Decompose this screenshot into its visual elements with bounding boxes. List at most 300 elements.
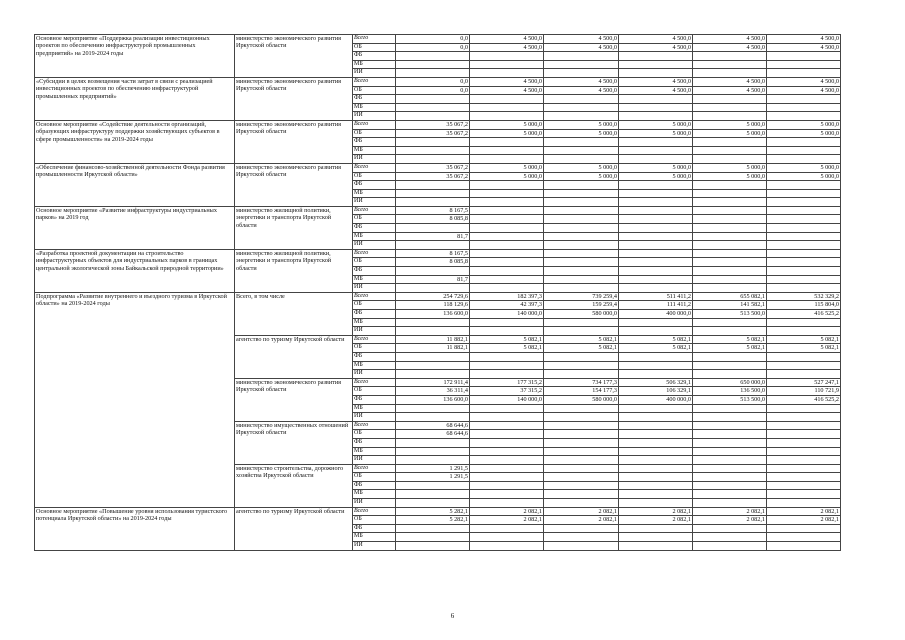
funding-source-cell: ИИ <box>353 241 396 250</box>
amount-cell <box>470 224 544 233</box>
executor-cell: агентство по туризму Иркутской области <box>235 335 353 378</box>
amount-cell: 5 000,0 <box>470 120 544 129</box>
amount-cell: 2 082,1 <box>470 507 544 516</box>
amount-cell <box>767 267 841 276</box>
funding-source-cell: ОБ <box>353 258 396 267</box>
amount-cell: 4 500,0 <box>544 35 619 44</box>
amount-cell: 81,7 <box>396 232 470 241</box>
amount-cell: 416 525,2 <box>767 310 841 319</box>
amount-cell: 118 129,6 <box>396 301 470 310</box>
amount-cell <box>544 438 619 447</box>
amount-cell <box>544 258 619 267</box>
amount-cell <box>767 481 841 490</box>
funding-source-cell: Всего <box>353 335 396 344</box>
amount-cell <box>767 473 841 482</box>
amount-cell: 36 311,4 <box>396 387 470 396</box>
amount-cell <box>544 95 619 104</box>
amount-cell <box>544 112 619 121</box>
amount-cell <box>619 542 693 551</box>
amount-cell: 0,0 <box>396 35 470 44</box>
measure-name-cell: Основное мероприятие «Содействие деятельности организаций, образующих инфраструктуру поддержки хозяйствующих субъектов в сфере промышленности» на 2019-2024 годы <box>35 120 235 163</box>
amount-cell: 177 315,2 <box>470 378 544 387</box>
funding-source-cell: ИИ <box>353 69 396 78</box>
amount-cell: 110 721,9 <box>767 387 841 396</box>
amount-cell <box>396 447 470 456</box>
amount-cell: 5 000,0 <box>767 163 841 172</box>
amount-cell <box>767 430 841 439</box>
funding-source-cell: МБ <box>353 361 396 370</box>
amount-cell <box>693 318 767 327</box>
amount-cell: 5 000,0 <box>693 163 767 172</box>
amount-cell <box>470 413 544 422</box>
funding-source-cell: ОБ <box>353 86 396 95</box>
amount-cell <box>767 327 841 336</box>
funding-source-cell: ОБ <box>353 215 396 224</box>
funding-source-cell: Всего <box>353 421 396 430</box>
amount-cell <box>767 112 841 121</box>
amount-cell <box>396 95 470 104</box>
amount-cell <box>470 404 544 413</box>
amount-cell: 527 247,1 <box>767 378 841 387</box>
amount-cell <box>396 542 470 551</box>
amount-cell <box>470 352 544 361</box>
amount-cell <box>767 447 841 456</box>
funding-source-cell: Всего <box>353 378 396 387</box>
amount-cell: 532 329,2 <box>767 292 841 301</box>
amount-cell: 5 000,0 <box>619 172 693 181</box>
funding-source-cell: ФБ <box>353 395 396 404</box>
amount-cell: 2 082,1 <box>619 507 693 516</box>
amount-cell <box>619 198 693 207</box>
amount-cell <box>470 524 544 533</box>
amount-cell <box>470 438 544 447</box>
amount-cell <box>693 524 767 533</box>
measure-name-cell: Основное мероприятие «Повышение уровня использования туристского потенциала Иркутской области» на 2019-2024 годы <box>35 507 235 550</box>
amount-cell <box>693 361 767 370</box>
measure-name-cell: «Разработка проектной документации на строительство инфраструктурных объектов для индустриальных парков в границах центральной экологической зоны Байкальской природной территории» <box>35 249 235 292</box>
amount-cell <box>693 95 767 104</box>
amount-cell <box>693 284 767 293</box>
amount-cell <box>470 327 544 336</box>
amount-cell <box>470 318 544 327</box>
amount-cell: 140 000,0 <box>470 395 544 404</box>
amount-cell: 5 000,0 <box>470 163 544 172</box>
table-row <box>35 120 841 129</box>
amount-cell <box>470 533 544 542</box>
amount-cell <box>544 284 619 293</box>
amount-cell <box>396 60 470 69</box>
funding-table <box>34 34 841 551</box>
funding-source-cell: ИИ <box>353 499 396 508</box>
funding-source-cell: Всего <box>353 249 396 258</box>
amount-cell <box>693 421 767 430</box>
amount-cell <box>470 181 544 190</box>
amount-cell <box>544 533 619 542</box>
amount-cell: 4 500,0 <box>693 86 767 95</box>
funding-source-cell: МБ <box>353 232 396 241</box>
amount-cell: 68 644,6 <box>396 430 470 439</box>
amount-cell: 5 000,0 <box>544 129 619 138</box>
funding-source-cell: ИИ <box>353 542 396 551</box>
amount-cell <box>619 224 693 233</box>
amount-cell <box>396 138 470 147</box>
amount-cell <box>544 430 619 439</box>
amount-cell <box>619 189 693 198</box>
amount-cell <box>396 189 470 198</box>
funding-source-cell: МБ <box>353 404 396 413</box>
amount-cell: 4 500,0 <box>619 77 693 86</box>
funding-source-cell: МБ <box>353 275 396 284</box>
amount-cell <box>544 52 619 61</box>
amount-cell <box>544 352 619 361</box>
amount-cell <box>544 327 619 336</box>
amount-cell <box>619 430 693 439</box>
amount-cell <box>619 413 693 422</box>
amount-cell <box>619 404 693 413</box>
measure-name-cell: «Обеспечение финансово-хозяйственной деятельности Фонда развития промышленности Иркутской области» <box>35 163 235 206</box>
amount-cell <box>544 155 619 164</box>
amount-cell <box>693 352 767 361</box>
amount-cell <box>470 103 544 112</box>
amount-cell <box>693 241 767 250</box>
amount-cell: 254 729,6 <box>396 292 470 301</box>
amount-cell: 5 000,0 <box>693 129 767 138</box>
amount-cell: 2 082,1 <box>693 516 767 525</box>
amount-cell: 5 000,0 <box>767 120 841 129</box>
amount-cell: 4 500,0 <box>693 77 767 86</box>
funding-source-cell: МБ <box>353 533 396 542</box>
amount-cell: 141 582,1 <box>693 301 767 310</box>
funding-source-cell: ФБ <box>353 95 396 104</box>
amount-cell <box>693 189 767 198</box>
amount-cell <box>693 138 767 147</box>
executor-cell: министерство экономического развития Иркутской области <box>235 163 353 206</box>
amount-cell <box>470 430 544 439</box>
amount-cell <box>544 249 619 258</box>
amount-cell <box>396 499 470 508</box>
amount-cell <box>544 241 619 250</box>
amount-cell <box>470 490 544 499</box>
funding-source-cell: ОБ <box>353 430 396 439</box>
amount-cell: 81,7 <box>396 275 470 284</box>
funding-source-cell: ОБ <box>353 344 396 353</box>
measure-name-cell: Основное мероприятие «Развитие инфраструктуры индустриальных парков» на 2019 год <box>35 206 235 249</box>
measure-name-cell: «Субсидии в целях возмещения части затрат в связи с реализацией инвестиционных проектов по обеспечению инфраструктурой промышленных предприятий» <box>35 77 235 120</box>
executor-cell: Всего, в том числе <box>235 292 353 335</box>
amount-cell <box>470 481 544 490</box>
amount-cell <box>693 112 767 121</box>
amount-cell <box>693 249 767 258</box>
table-row <box>35 206 841 215</box>
amount-cell: 4 500,0 <box>544 43 619 52</box>
executor-cell: министерство жилищной политики, энергетики и транспорта Иркутской области <box>235 206 353 249</box>
funding-source-cell: Всего <box>353 292 396 301</box>
executor-cell: министерство экономического развития Иркутской области <box>235 120 353 163</box>
amount-cell <box>767 499 841 508</box>
amount-cell <box>767 95 841 104</box>
funding-source-cell: ОБ <box>353 301 396 310</box>
amount-cell <box>470 542 544 551</box>
amount-cell <box>767 241 841 250</box>
amount-cell <box>619 438 693 447</box>
funding-source-cell: ОБ <box>353 387 396 396</box>
amount-cell <box>767 318 841 327</box>
amount-cell <box>693 267 767 276</box>
amount-cell <box>470 473 544 482</box>
executor-cell: министерство имущественных отношений Иркутской области <box>235 421 353 464</box>
amount-cell <box>396 112 470 121</box>
amount-cell <box>396 284 470 293</box>
amount-cell <box>544 447 619 456</box>
amount-cell: 5 082,1 <box>767 344 841 353</box>
amount-cell <box>693 438 767 447</box>
table-row <box>35 249 841 258</box>
amount-cell <box>544 206 619 215</box>
amount-cell <box>470 206 544 215</box>
amount-cell <box>544 361 619 370</box>
amount-cell <box>693 198 767 207</box>
table-row <box>35 507 841 516</box>
amount-cell <box>396 438 470 447</box>
amount-cell <box>767 413 841 422</box>
amount-cell <box>396 267 470 276</box>
amount-cell <box>396 181 470 190</box>
funding-source-cell: МБ <box>353 490 396 499</box>
funding-source-cell: Всего <box>353 120 396 129</box>
amount-cell <box>619 447 693 456</box>
amount-cell: 159 259,4 <box>544 301 619 310</box>
amount-cell <box>619 361 693 370</box>
amount-cell <box>619 352 693 361</box>
amount-cell <box>693 327 767 336</box>
amount-cell: 1 291,5 <box>396 473 470 482</box>
amount-cell <box>767 275 841 284</box>
amount-cell <box>767 438 841 447</box>
amount-cell: 513 500,0 <box>693 310 767 319</box>
amount-cell <box>470 421 544 430</box>
amount-cell <box>693 52 767 61</box>
amount-cell: 4 500,0 <box>544 86 619 95</box>
amount-cell <box>693 447 767 456</box>
amount-cell <box>470 370 544 379</box>
amount-cell: 35 067,2 <box>396 172 470 181</box>
funding-source-cell: ФБ <box>353 481 396 490</box>
amount-cell <box>544 421 619 430</box>
amount-cell <box>619 421 693 430</box>
amount-cell <box>767 524 841 533</box>
amount-cell: 0,0 <box>396 43 470 52</box>
amount-cell <box>767 69 841 78</box>
table-row <box>35 35 841 44</box>
amount-cell <box>544 318 619 327</box>
amount-cell <box>693 215 767 224</box>
amount-cell: 136 500,0 <box>693 387 767 396</box>
amount-cell: 5 000,0 <box>470 172 544 181</box>
amount-cell: 4 500,0 <box>767 86 841 95</box>
amount-cell <box>693 69 767 78</box>
amount-cell <box>396 155 470 164</box>
amount-cell <box>693 275 767 284</box>
amount-cell <box>396 103 470 112</box>
amount-cell <box>767 533 841 542</box>
amount-cell <box>619 206 693 215</box>
amount-cell <box>693 146 767 155</box>
amount-cell <box>767 215 841 224</box>
amount-cell <box>619 60 693 69</box>
amount-cell <box>767 258 841 267</box>
amount-cell: 5 082,1 <box>767 335 841 344</box>
amount-cell <box>470 499 544 508</box>
amount-cell: 5 082,1 <box>693 344 767 353</box>
executor-cell: министерство строительства, дорожного хозяйства Иркутской области <box>235 464 353 507</box>
funding-source-cell: ИИ <box>353 284 396 293</box>
amount-cell <box>396 69 470 78</box>
amount-cell <box>693 103 767 112</box>
amount-cell <box>619 52 693 61</box>
amount-cell <box>396 413 470 422</box>
amount-cell: 182 397,3 <box>470 292 544 301</box>
amount-cell <box>470 189 544 198</box>
measure-name-cell: Основное мероприятие «Поддержка реализации инвестиционных проектов по обеспечению инфраструктурой промышленных предприятий» на 2019-2024 годы <box>35 35 235 78</box>
amount-cell: 136 600,0 <box>396 310 470 319</box>
amount-cell <box>396 524 470 533</box>
amount-cell: 5 000,0 <box>544 163 619 172</box>
amount-cell <box>767 249 841 258</box>
amount-cell: 2 082,1 <box>767 516 841 525</box>
amount-cell <box>693 473 767 482</box>
amount-cell: 68 644,6 <box>396 421 470 430</box>
amount-cell: 5 000,0 <box>693 120 767 129</box>
amount-cell <box>544 370 619 379</box>
amount-cell <box>470 215 544 224</box>
amount-cell: 5 000,0 <box>767 172 841 181</box>
amount-cell: 106 329,1 <box>619 387 693 396</box>
amount-cell <box>470 52 544 61</box>
amount-cell <box>619 456 693 465</box>
amount-cell <box>767 181 841 190</box>
amount-cell: 5 082,1 <box>693 335 767 344</box>
table-row <box>35 163 841 172</box>
amount-cell: 400 000,0 <box>619 310 693 319</box>
funding-source-cell: ИИ <box>353 370 396 379</box>
amount-cell <box>619 103 693 112</box>
amount-cell <box>767 52 841 61</box>
funding-source-cell: ИИ <box>353 413 396 422</box>
amount-cell <box>619 533 693 542</box>
amount-cell: 513 500,0 <box>693 395 767 404</box>
funding-source-cell: ФБ <box>353 438 396 447</box>
funding-source-cell: ОБ <box>353 516 396 525</box>
amount-cell <box>693 224 767 233</box>
amount-cell <box>470 60 544 69</box>
amount-cell <box>396 481 470 490</box>
amount-cell <box>619 241 693 250</box>
executor-cell: министерство экономического развития Иркутской области <box>235 35 353 78</box>
amount-cell <box>544 413 619 422</box>
amount-cell <box>693 542 767 551</box>
amount-cell: 0,0 <box>396 77 470 86</box>
funding-source-cell: МБ <box>353 189 396 198</box>
amount-cell <box>619 481 693 490</box>
amount-cell: 5 282,1 <box>396 507 470 516</box>
amount-cell: 5 000,0 <box>619 129 693 138</box>
amount-cell: 4 500,0 <box>619 43 693 52</box>
funding-source-cell: ИИ <box>353 327 396 336</box>
amount-cell: 506 329,1 <box>619 378 693 387</box>
amount-cell <box>767 60 841 69</box>
amount-cell: 4 500,0 <box>470 77 544 86</box>
amount-cell: 2 082,1 <box>693 507 767 516</box>
funding-source-cell: ОБ <box>353 172 396 181</box>
funding-source-cell: Всего <box>353 35 396 44</box>
funding-source-cell: ИИ <box>353 155 396 164</box>
amount-cell <box>767 464 841 473</box>
amount-cell: 11 882,1 <box>396 344 470 353</box>
amount-cell <box>396 370 470 379</box>
amount-cell <box>396 456 470 465</box>
amount-cell <box>767 232 841 241</box>
amount-cell <box>470 198 544 207</box>
amount-cell <box>767 146 841 155</box>
amount-cell <box>693 206 767 215</box>
amount-cell <box>693 464 767 473</box>
amount-cell: 5 000,0 <box>619 163 693 172</box>
funding-source-cell: МБ <box>353 318 396 327</box>
amount-cell: 2 082,1 <box>544 507 619 516</box>
amount-cell <box>544 499 619 508</box>
amount-cell: 136 600,0 <box>396 395 470 404</box>
amount-cell: 2 082,1 <box>544 516 619 525</box>
amount-cell <box>693 456 767 465</box>
funding-source-cell: Всего <box>353 507 396 516</box>
funding-source-cell: ФБ <box>353 181 396 190</box>
amount-cell <box>470 146 544 155</box>
page-number: 6 <box>450 612 455 620</box>
amount-cell <box>767 542 841 551</box>
amount-cell: 5 082,1 <box>619 344 693 353</box>
funding-source-cell: МБ <box>353 103 396 112</box>
amount-cell <box>544 473 619 482</box>
amount-cell <box>693 533 767 542</box>
funding-source-cell: МБ <box>353 60 396 69</box>
amount-cell <box>470 447 544 456</box>
funding-source-cell: Всего <box>353 163 396 172</box>
amount-cell <box>470 232 544 241</box>
amount-cell: 115 804,0 <box>767 301 841 310</box>
amount-cell: 5 082,1 <box>544 344 619 353</box>
amount-cell <box>767 361 841 370</box>
amount-cell <box>693 155 767 164</box>
funding-source-cell: ИИ <box>353 112 396 121</box>
amount-cell <box>693 481 767 490</box>
amount-cell: 5 000,0 <box>619 120 693 129</box>
funding-source-cell: ФБ <box>353 138 396 147</box>
amount-cell: 400 000,0 <box>619 395 693 404</box>
amount-cell: 35 067,2 <box>396 120 470 129</box>
amount-cell <box>767 224 841 233</box>
amount-cell <box>470 275 544 284</box>
amount-cell <box>693 499 767 508</box>
amount-cell: 5 000,0 <box>544 172 619 181</box>
amount-cell: 511 411,2 <box>619 292 693 301</box>
amount-cell <box>544 69 619 78</box>
amount-cell <box>619 490 693 499</box>
amount-cell: 2 082,1 <box>470 516 544 525</box>
amount-cell <box>767 155 841 164</box>
amount-cell <box>767 404 841 413</box>
amount-cell <box>396 327 470 336</box>
executor-cell: министерство экономического развития Иркутской области <box>235 77 353 120</box>
